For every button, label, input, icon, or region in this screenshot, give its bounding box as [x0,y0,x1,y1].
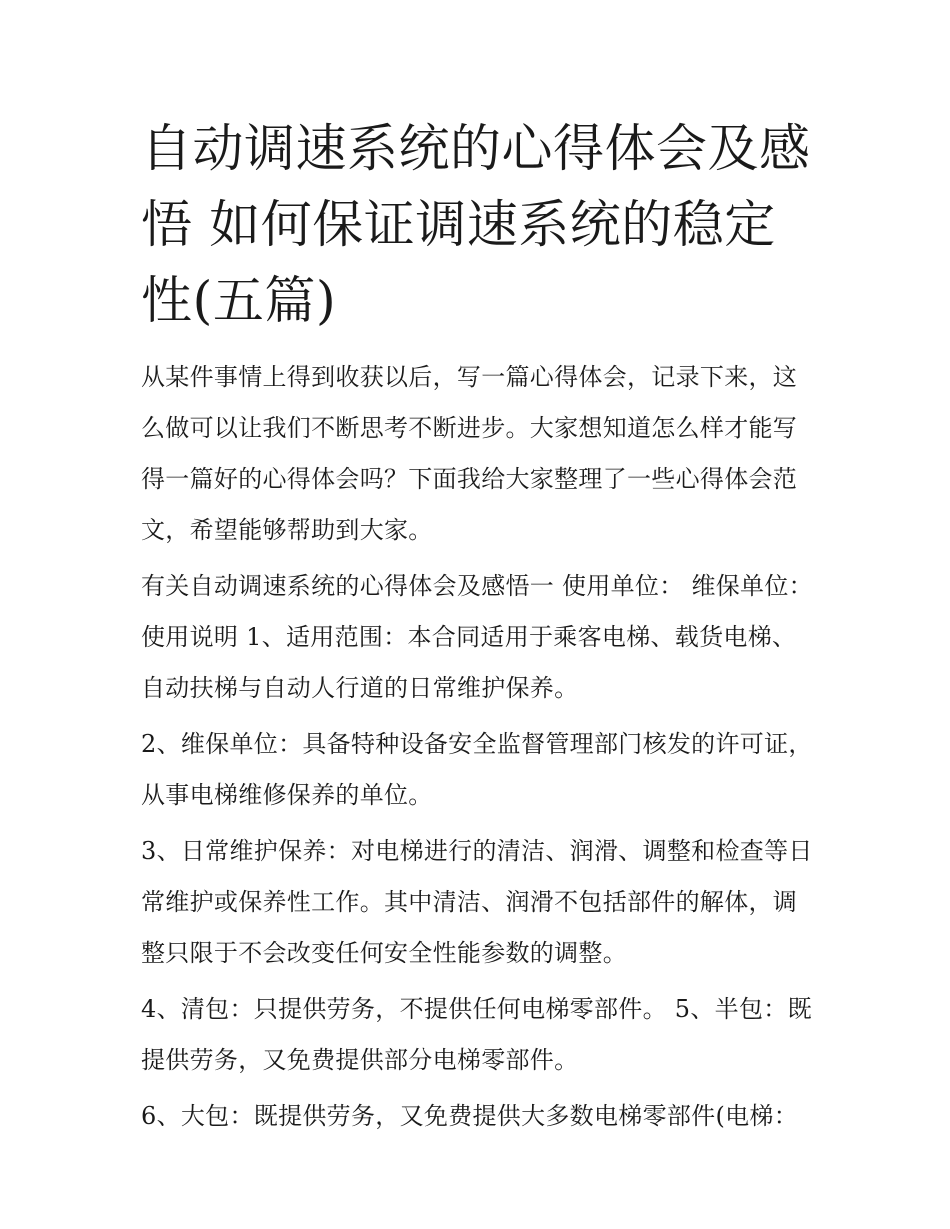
paragraph-item-3: 3、日常维护保养：对电梯进行的清洁、润滑、调整和检查等日常维护或保养性工作。其中清洁、润滑不包括部件的解体，调整只限于不会改变任何安全性能参数的调整。 [141,837,813,967]
document-body [141,352,813,1147]
document-title: 自动调速系统的心得体会及感悟 如何保证调速系统的稳定性(五篇) [141,120,811,331]
paragraph-intro: 从某件事情上得到收获以后，写一篇心得体会，记录下来，这么做可以让我们不断思考不断进步。大家想知道怎么样才能写得一篇好的心得体会吗？下面我给大家整理了一些心得体会范文，希望能够帮助到大家。 [141,363,798,544]
paragraph-item-4-5: 4、清包：只提供劳务，不提供任何电梯零部件。 5、半包：既提供劳务，又免费提供部分电梯零部件。 [141,995,812,1074]
paragraph-item-6: 6、大包：既提供劳务，又免费提供大多数电梯零部件(电梯： [141,1102,799,1130]
paragraph-item-2: 2、维保单位：具备特种设备安全监督管理部门核发的许可证，从事电梯维修保养的单位。 [141,730,813,809]
paragraph-section-one: 有关自动调速系统的心得体会及感悟一 使用单位： 维保单位： 使用说明 1、适用范围：本合同适用于乘客电梯、载货电梯、自动扶梯与自动人行道的日常维护保养。 [141,572,813,702]
